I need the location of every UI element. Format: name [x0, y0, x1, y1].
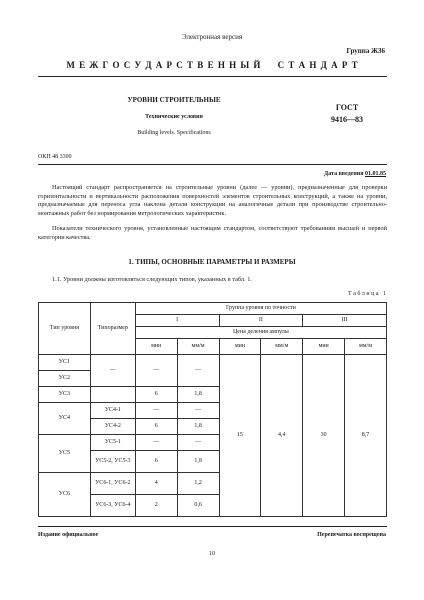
header-group-1: I [135, 315, 219, 327]
value-cell: 30 [303, 355, 345, 517]
size-cell: УС5-1 [90, 435, 135, 451]
table-1 [38, 302, 387, 517]
value-cell: 1,8 [177, 419, 219, 435]
size-cell: УС4-2 [90, 419, 135, 435]
gost-label: ГОСТ [335, 103, 359, 112]
value-cell: 6 [135, 419, 177, 435]
value-cell: — [135, 355, 177, 387]
value-cell: 1,2 [177, 473, 219, 495]
type-cell: УС5 [39, 435, 91, 473]
value-cell: — [177, 403, 219, 419]
type-cell: УС1 [39, 355, 91, 371]
unit-min: мин [135, 339, 177, 355]
unit-min: мин [219, 339, 261, 355]
value-cell: — [135, 403, 177, 419]
value-cell: 1,8 [177, 451, 219, 473]
value-cell: 0,6 [177, 495, 219, 517]
gost-number: 9416—83 [331, 115, 363, 124]
value-cell: — [177, 355, 219, 387]
size-cell: УС5-2, УС5-3 [90, 451, 135, 473]
header-division: Цена деления ампулы [135, 327, 386, 339]
footer-reprint: Перепечатка воспрещена [317, 532, 386, 538]
type-cell: УС3 [39, 387, 91, 403]
header-size: Типоразмер [90, 303, 135, 355]
group-label: Группа Ж36 [346, 47, 385, 55]
table-label: Т а б л и ц а 1 [348, 291, 386, 297]
unit-mmm: мм/м [261, 339, 303, 355]
value-cell: 8,7 [345, 355, 387, 517]
value-cell: 4 [135, 473, 177, 495]
value-cell: — [177, 435, 219, 451]
size-cell [90, 387, 135, 403]
paragraph-2: Показатели технического уровня, установленные настоящим стандартом, соответствуют требованиям высшей и первой категории качества. [38, 225, 387, 241]
doc-subtitle: Технические условия [145, 114, 203, 120]
title-rule [38, 164, 387, 165]
doc-title-en: Building levels. Specifications [137, 130, 211, 136]
page-number: 10 [209, 551, 215, 557]
type-cell: УС4 [39, 403, 91, 435]
value-cell: 2 [135, 495, 177, 517]
type-cell: УС2 [39, 371, 91, 387]
value-cell: 15 [219, 355, 261, 517]
header-group-3: III [303, 315, 387, 327]
size-cell: УС6-1, УС6-2 [90, 473, 135, 495]
value-cell: 4,4 [261, 355, 303, 517]
unit-mmm: мм/м [345, 339, 387, 355]
intro-date-value: 01.01.85 [365, 171, 386, 177]
size-cell: — [90, 355, 135, 387]
value-cell: — [135, 435, 177, 451]
standard-line: М Е Ж Г О С У Д А Р С Т В Е Н Н Ы Й С Т А Н Д А Р Т [66, 60, 359, 70]
intro-date-label: Дата введения [324, 171, 364, 177]
type-cell: УС6 [39, 473, 91, 517]
paragraph-1: Настоящий стандарт распространяется на строительные уровни (далее — уровни), предназначенные для проверки горизонтальности и вертикальности расположения поверхностей элементов строительных конструкций, а также на уровни, предназначаемые для переноса угла наклона детали конструкции на аналогичные детали при производстве строительно-монтажных работ без нормирования метрологических характеристик. [38, 184, 387, 217]
value-cell: 6 [135, 387, 177, 403]
section-title: 1. ТИПЫ, ОСНОВНЫЕ ПАРАМЕТРЫ И РАЗМЕРЫ [128, 258, 296, 266]
header-type: Тип уровня [39, 303, 91, 355]
okp-code: ОКП 48 3300 [38, 154, 72, 160]
size-cell: УС4-1 [90, 403, 135, 419]
footer-rule [38, 526, 387, 527]
header-group-2: II [219, 315, 303, 327]
footer-official: Издание официальное [38, 532, 99, 538]
value-cell: 1,8 [177, 387, 219, 403]
clause-1-1: 1.1. Уровни должны изготовляться следующих типов, указанных в табл. 1. [52, 276, 252, 283]
header-group: Группа уровня по точности [135, 303, 386, 315]
value-cell: 6 [135, 451, 177, 473]
unit-mmm: мм/м [177, 339, 219, 355]
size-cell: УС6-3, УС6-4 [90, 495, 135, 517]
intro-date [324, 170, 386, 178]
doc-title: УРОВНИ СТРОИТЕЛЬНЫЕ [127, 96, 221, 104]
edition-label: Электронная версия [181, 33, 243, 41]
unit-min: мин [303, 339, 345, 355]
header-rule [38, 76, 387, 77]
